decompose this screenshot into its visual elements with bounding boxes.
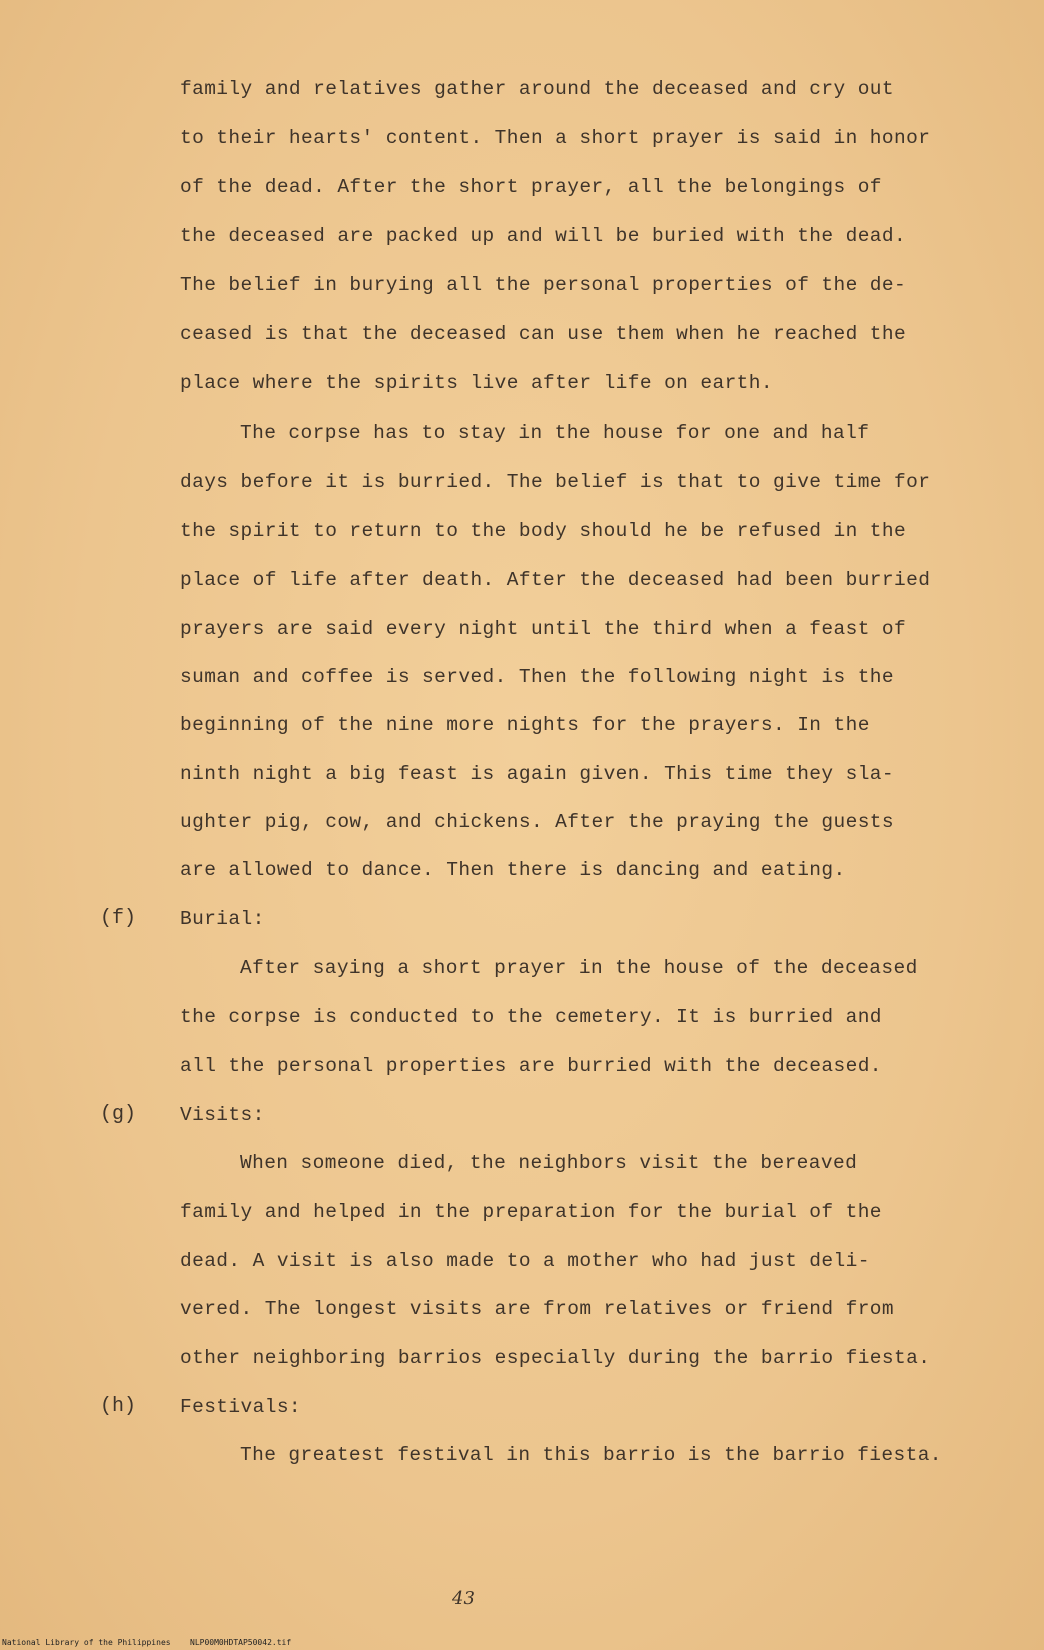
text-line: the corpse is conducted to the cemetery. It is burried and xyxy=(180,1006,882,1028)
text-line: to their hearts' content. Then a short prayer is said in honor xyxy=(180,127,931,149)
text-line: The belief in burying all the personal properties of the de- xyxy=(180,274,907,296)
text-line: the spirit to return to the body should he be refused in the xyxy=(180,520,907,542)
text-line: ninth night a big feast is again given. This time they sla- xyxy=(180,763,895,785)
text-line: all the personal properties are burried with the deceased. xyxy=(180,1055,882,1077)
footer-source: National Library of the Philippines xyxy=(2,1638,171,1647)
text-line: ceased is that the deceased can use them when he reached the xyxy=(180,323,907,345)
text-line: the deceased are packed up and will be buried with the dead. xyxy=(180,225,907,247)
text-line: dead. A visit is also made to a mother who had just deli- xyxy=(180,1250,870,1272)
text-line: ughter pig, cow, and chickens. After the praying the guests xyxy=(180,811,895,833)
text-line: of the dead. After the short prayer, all the belongings of xyxy=(180,176,882,198)
text-line: The greatest festival in this barrio is the barrio fiesta. xyxy=(240,1444,942,1466)
text-line: other neighboring barrios especially during the barrio fiesta. xyxy=(180,1347,931,1369)
text-line: days before it is burried. The belief is that to give time for xyxy=(180,471,931,493)
text-line: place of life after death. After the deceased had been burried xyxy=(180,569,931,591)
text-line: When someone died, the neighbors visit the bereaved xyxy=(240,1152,858,1174)
text-line: prayers are said every night until the third when a feast of xyxy=(180,618,907,640)
text-line: family and helped in the preparation for the burial of the xyxy=(180,1201,882,1223)
page-number: 43 xyxy=(452,1588,475,1609)
text-line: are allowed to dance. Then there is dancing and eating. xyxy=(180,859,846,881)
text-line: vered. The longest visits are from relatives or friend from xyxy=(180,1298,895,1320)
text-line: suman and coffee is served. Then the following night is the xyxy=(180,666,895,688)
text-line: The corpse has to stay in the house for one and half xyxy=(240,422,870,444)
section-heading-festivals: Festivals: xyxy=(180,1396,302,1418)
footer-filename: NLP00M0HDTAP50042.tif xyxy=(190,1638,292,1647)
text-line: After saying a short prayer in the house of the deceased xyxy=(240,957,918,979)
section-heading-burial: Burial: xyxy=(180,908,265,930)
text-line: beginning of the nine more nights for the prayers. In the xyxy=(180,714,870,736)
text-line: place where the spirits live after life on earth. xyxy=(180,372,773,394)
section-heading-visits: Visits: xyxy=(180,1104,265,1126)
section-marker-h: (h) xyxy=(100,1395,137,1418)
section-marker-f: (f) xyxy=(100,907,137,930)
section-marker-g: (g) xyxy=(100,1103,137,1126)
text-line: family and relatives gather around the deceased and cry out xyxy=(180,78,895,100)
